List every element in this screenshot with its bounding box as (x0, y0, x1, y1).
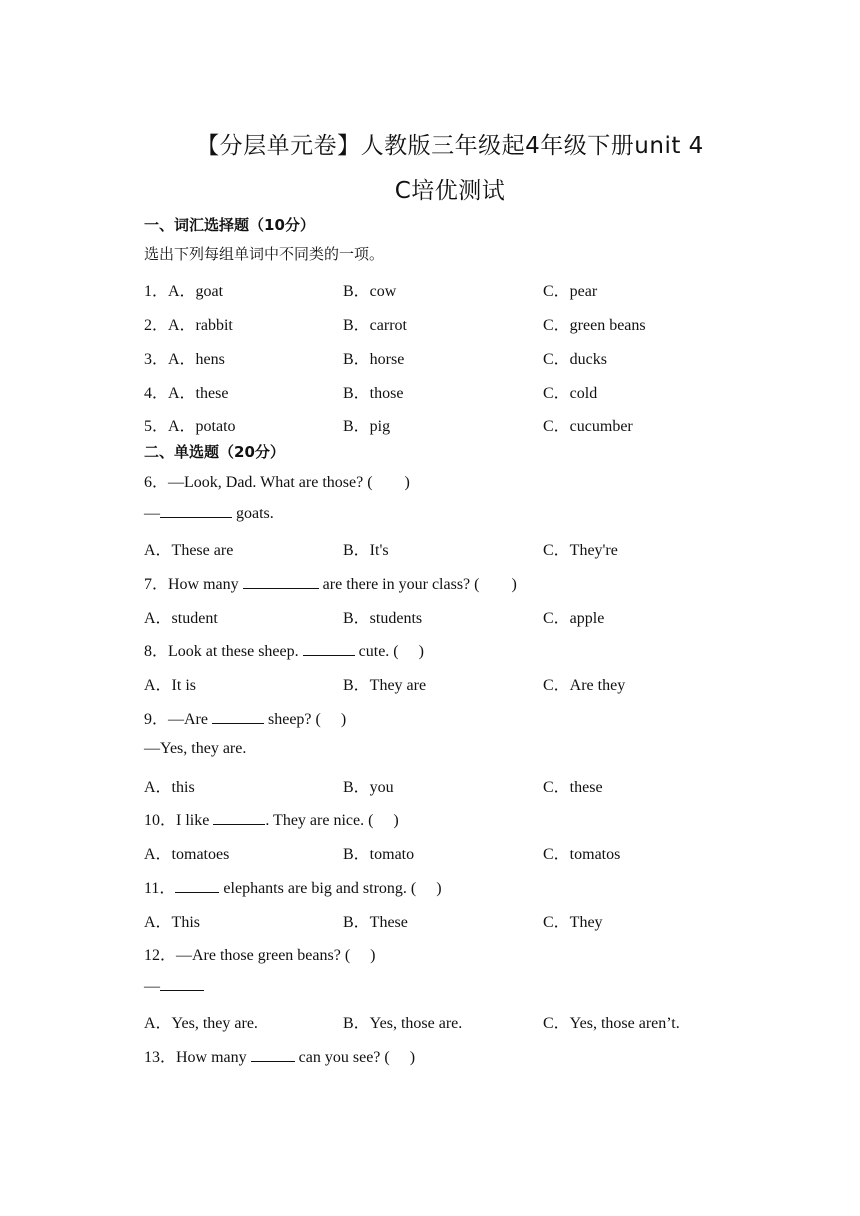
dash: — (144, 505, 160, 522)
option-c: C．Are they (543, 677, 626, 694)
stem-start: 9．—Are (144, 711, 212, 728)
option-c: C．They're (543, 542, 618, 559)
question-10-stem (144, 807, 399, 830)
section-instruction: 选出下列每组单词中不同类的一项。 (144, 245, 385, 263)
dash: — (144, 978, 160, 995)
option-a: 1．A．goat (144, 283, 224, 300)
title-line-1: 【分层单元卷】人教版三年级起4年级下册unit 4 (196, 133, 704, 159)
option-b: B．These (343, 914, 408, 931)
option-c: C．cucumber (543, 418, 633, 435)
title-line-2: C培优测试 (394, 178, 506, 204)
answer-blank (213, 810, 265, 825)
option-b: B．tomato (343, 846, 415, 863)
option-b: B．those (343, 385, 404, 402)
option-c: C．tomatos (543, 846, 621, 863)
answer-blank (212, 709, 264, 724)
stem-start: 11． (144, 880, 176, 897)
stem-start: 8．Look at these sheep. (144, 643, 303, 660)
option-b: B．It's (343, 542, 389, 559)
option-b: B．pig (343, 418, 391, 435)
question-9-reply: —Yes, they are. (144, 740, 247, 757)
option-c: C．green beans (543, 317, 646, 334)
question-8-stem (144, 638, 424, 661)
option-b: B．carrot (343, 317, 407, 334)
option-a: A．this (144, 779, 195, 796)
stem-end: are there in your class? ( ) (318, 576, 517, 593)
option-b: B．students (343, 610, 423, 627)
option-c: C．these (543, 779, 603, 796)
question-7-stem (144, 571, 517, 594)
option-b: B．you (343, 779, 394, 796)
option-b: B．horse (343, 351, 405, 368)
option-a: A．Yes, they are. (144, 1015, 258, 1032)
question-9-stem (144, 706, 346, 729)
stem-end: elephants are big and strong. ( ) (219, 880, 442, 897)
option-a: A．This (144, 914, 201, 931)
stem-start: 10．I like (144, 812, 214, 829)
document-title (140, 124, 760, 214)
option-c: C．ducks (543, 351, 608, 368)
stem-end: cute. ( ) (354, 643, 424, 660)
stem-start: 7．How many (144, 576, 243, 593)
option-a: A．tomatoes (144, 846, 230, 863)
question-12-stem: 12．—Are those green beans? ( ) (144, 947, 376, 964)
option-c: C．pear (543, 283, 598, 300)
option-a: 5．A．potato (144, 418, 236, 435)
option-c: C．cold (543, 385, 598, 402)
question-12-answer-line (144, 976, 204, 996)
section-heading-single-choice: 二、单选题（20分） (144, 443, 285, 461)
answer-suffix: goats. (232, 505, 274, 522)
option-b: B．They are (343, 677, 427, 694)
stem-end: sheep? ( ) (264, 711, 347, 728)
stem-start: 13．How many (144, 1049, 251, 1066)
stem-end: can you see? ( ) (294, 1049, 416, 1066)
option-a: A．It is (144, 677, 197, 694)
option-a: 4．A．these (144, 385, 229, 402)
section-heading-vocabulary: 一、词汇选择题（10分） (144, 216, 315, 234)
question-6-stem: 6．—Look, Dad. What are those? ( ) (144, 474, 410, 491)
option-c: C．They (543, 914, 603, 931)
option-a: A．These are (144, 542, 234, 559)
option-b: B．cow (343, 283, 397, 300)
answer-blank (160, 503, 232, 518)
option-c: C．Yes, those aren’t. (543, 1015, 680, 1032)
answer-blank (243, 574, 319, 589)
option-c: C．apple (543, 610, 605, 627)
option-b: B．Yes, those are. (343, 1015, 463, 1032)
answer-blank (303, 641, 355, 656)
question-11-stem (144, 875, 442, 898)
answer-blank (251, 1047, 295, 1062)
question-13-stem (144, 1044, 415, 1067)
stem-end: . They are nice. ( ) (265, 812, 399, 829)
answer-blank (175, 878, 219, 893)
option-a: A．student (144, 610, 218, 627)
answer-blank (160, 976, 204, 991)
option-a: 2．A．rabbit (144, 317, 233, 334)
option-a: 3．A．hens (144, 351, 225, 368)
question-6-answer-line (144, 503, 274, 523)
